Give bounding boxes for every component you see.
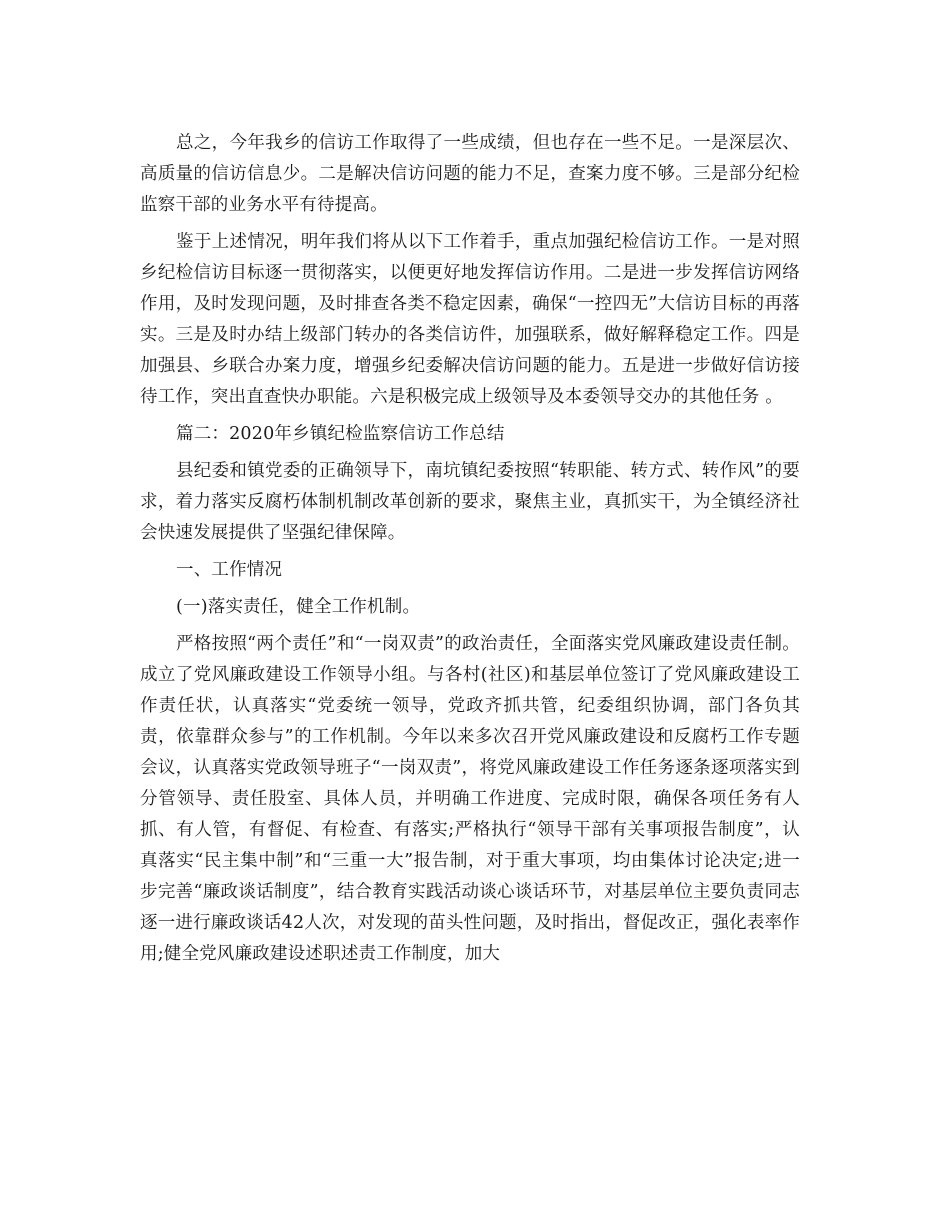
paragraph-summary-shortcomings: 总之，今年我乡的信访工作取得了一些成绩，但也存在一些不足。一是深层次、高质量的信访信息少。二是解决信访问题的能力不足，查案力度不够。三是部分纪检监察干部的业务水平有待提高。: [140, 133, 800, 215]
document-body: [140, 128, 800, 976]
paragraph-responsibility-details: 严格按照“两个责任”和“一岗双责”的政治责任，全面落实党风廉政建设责任制。成立了党风廉政建设工作领导小组。与各村(社区)和基层单位签订了党风廉政建设工作责任状，认真落实“党委统一领导，党政齐抓共管，纪委组织协调，部门各负其责，依靠群众参与”的工作机制。今年以来多次召开党风廉政建设和反腐朽工作专题会议，认真落实党政领导班子“一岗双责”，将党风廉政建设工作任务逐条逐项落实到分管领导、责任股室、具体人员，并明确工作进度、完成时限，确保各项任务有人抓、有人管，有督促、有检查、有落实;严格执行“领导干部有关事项报告制度”，认真落实“民主集中制”和“三重一大”报告制，对于重大事项，均由集体讨论决定;进一步完善“廉政谈话制度”，结合教育实践活动谈心谈话环节，对基层单位主要负责同志逐一进行廉政谈话42人次，对发现的苗头性问题，及时指出，督促改正，强化表率作用;健全党风廉政建设述职述责工作制度，加大: [140, 634, 800, 964]
subheading-implement-responsibility: (一)落实责任，健全工作机制。: [176, 597, 421, 617]
paragraph-next-year-plan: 鉴于上述情况，明年我们将从以下工作着手，重点加强纪检信访工作。一是对照乡纪检信访目标逐一贯彻落实，以便更好地发挥信访作用。二是进一步发挥信访网络作用，及时发现问题，及时排查各类不稳定因素，确保“一控四无”大信访目标的再落实。三是及时办结上级部门转办的各类信访件，加强联系，做好解释稳定工作。四是加强县、乡联合办案力度，增强乡纪委解决信访问题的能力。五是进一步做好信访接待工作，突出直查快办职能。六是积极完成上级领导及本委领导交办的其他任务 。: [140, 232, 800, 407]
heading-work-situation: 一、工作情况: [176, 560, 283, 580]
paragraph-intro: 县纪委和镇党委的正确领导下，南坑镇纪委按照“转职能、转方式、转作风”的要求，着力落实反腐朽体制机制改革创新的要求，聚焦主业，真抓实干，为全镇经济社会快速发展提供了坚强纪律保障。: [140, 461, 800, 543]
section-heading-part-two: 篇二：2020年乡镇纪检监察信访工作总结: [176, 424, 505, 444]
